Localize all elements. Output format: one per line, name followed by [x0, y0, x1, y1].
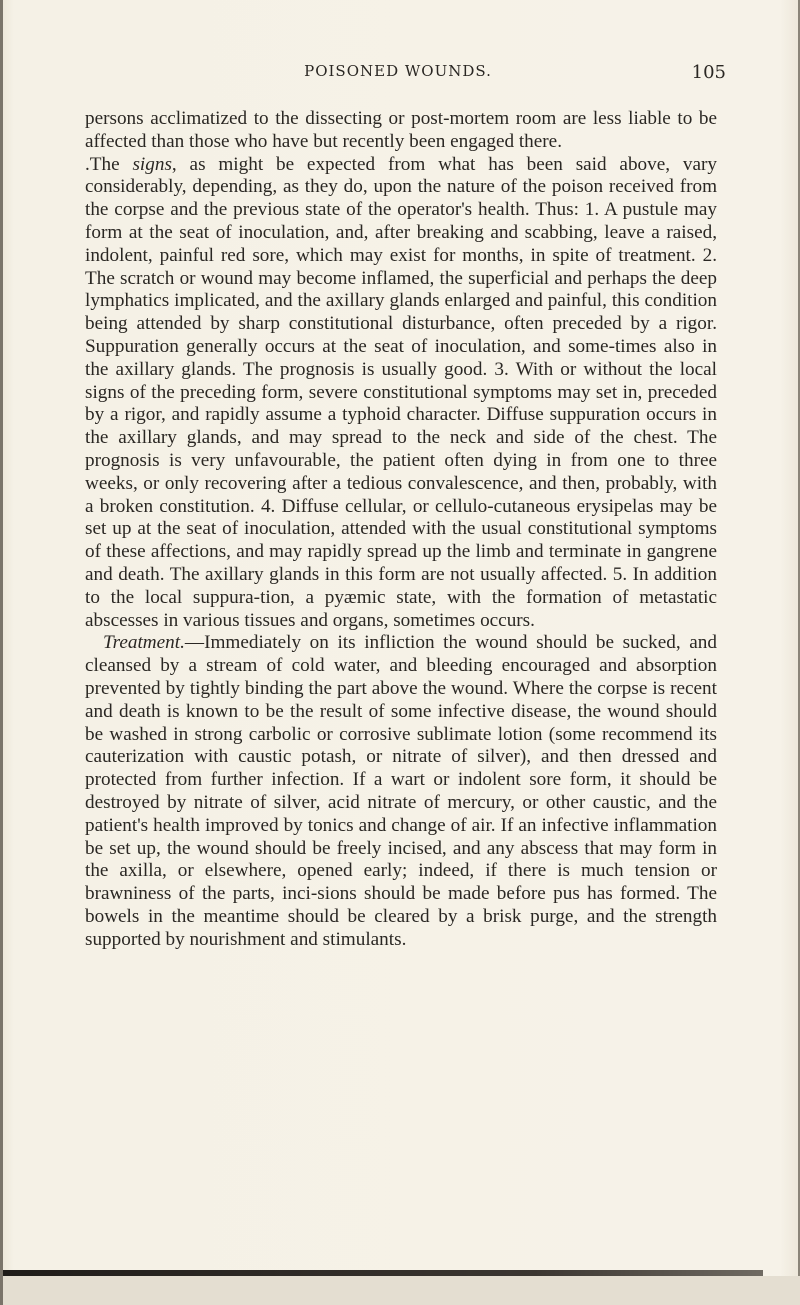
body-text	[85, 108, 717, 951]
page-number: 105	[691, 62, 726, 83]
paragraph-2	[85, 154, 717, 633]
paragraph-3-text: —Immediately on its infliction the wound should be sucked, and cleansed by a stream of cold water, and bleeding encouraged and absorption prevented by tightly binding the part above the wound. Where the corpse is recent and death is known to be the result of some infective disease, the wound should be washed in strong carbolic or corrosive sublimate lotion (some recommend its cauterization with caustic potash, or nitrate of silver), and then dressed and protected from further infection. If a wart or indolent sore form, it should be destroyed by nitrate of silver, acid nitrate of mercury, or other caustic, and the patient's health improved by tonics and change of air. If an infective inflammation be set up, the wound should be freely incised, and any abscess that may form in the axilla, or elsewhere, opened early; indeed, if there is much tension or brawniness of the parts, inci-sions should be made before pus has formed. The bowels in the meantime should be cleared by a brisk purge, and the strength supported by nourishment and stimulants.	[85, 632, 717, 950]
paragraph-1: persons acclimatized to the dissecting or post-mortem room are less liable to be affected than those who have but recently been engaged there.	[85, 108, 717, 152]
treatment-heading: Treatment.	[103, 632, 185, 654]
bottom-margin	[3, 1276, 800, 1305]
paragraph-2-text: , as might be expected from what has been said above, vary considerably, depending, as they do, upon the nature of the poison received from the corpse and the previous state of the operator's health. Thus: 1. A pustule may form at the seat of inoculation, and, after breaking and scabbing, leave a raised, indolent, painful red sore, which may exist for months, in spite of treatment. 2. The scratch or wound may become inflamed, the superficial and perhaps the deep lymphatics implicated, and the axillary glands enlarged and painful, this condition being attended by sharp constitutional disturbance, often preceded by a rigor. Suppuration generally occurs at the seat of inoculation, and some-times also in the axillary glands. The prognosis is usually good. 3. With or without the local signs of the preceding form, severe constitutional symptoms may set in, preceded by a rigor, and rapidly assume a typhoid character. Diffuse suppuration occurs in the axillary glands, and may spread to the neck and side of the chest. The prognosis is very unfavourable, the patient often dying in from one to three weeks, or only recovering after a tedious convalescence, and then, probably, with a broken constitution. 4. Diffuse cellular, or cellulo-cutaneous erysipelas may be set up at the seat of inoculation, attended with the usual constitutional symptoms of these affections, and may rapidly spread up the limb and terminate in gangrene and death. The axillary glands in this form are not usually affected. 5. In addition to the local suppura-tion, a pyæmic state, with the formation of metastatic abscesses in various tissues and organs, sometimes occurs.	[85, 153, 717, 631]
page-left-edge	[0, 0, 3, 1305]
signs-term: signs	[132, 153, 172, 175]
paragraph-3	[85, 632, 717, 951]
paragraph-2-lead: The	[89, 153, 133, 175]
running-head: POISONED WOUNDS.	[304, 62, 492, 80]
page-header	[70, 62, 726, 86]
stray-mark: .	[85, 153, 90, 175]
